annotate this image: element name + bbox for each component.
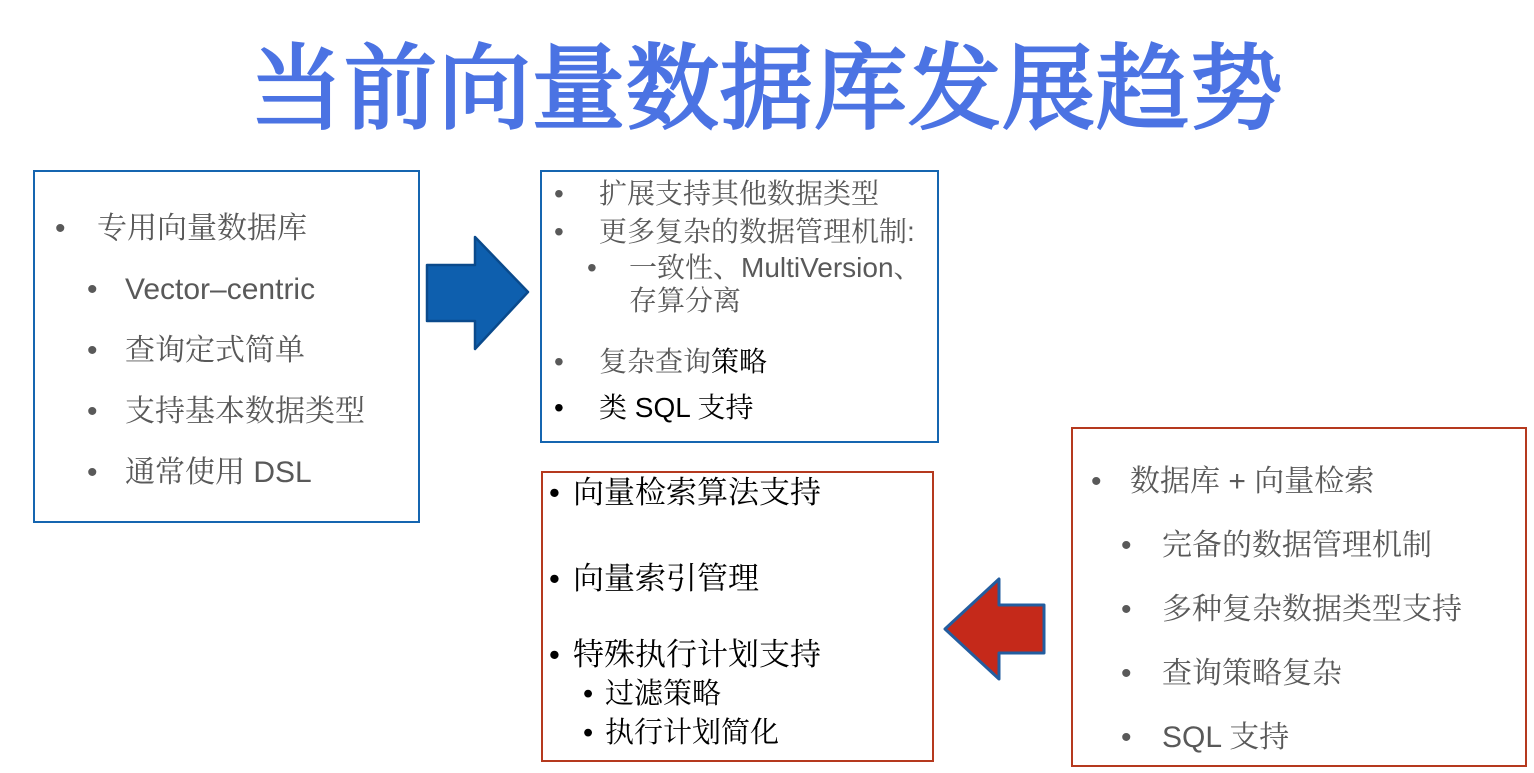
list-item: • 查询定式简单 [35, 334, 418, 368]
list-item: • 专用向量数据库 [35, 212, 418, 246]
box-database-plus-vector [1071, 427, 1527, 767]
trend-top-list [542, 177, 937, 424]
list-item: • 多种复杂数据类型支持 [1073, 593, 1525, 627]
list-item: • 更多复杂的数据管理机制: [542, 215, 937, 248]
list-item: • 向量索引管理 [543, 561, 932, 597]
list-item: • 一致性、MultiVersion、存算分离 [542, 251, 929, 317]
dedicated-list [35, 212, 418, 490]
list-item: • 过滤策略 [543, 677, 932, 712]
blue-right-arrow-shape [427, 237, 528, 349]
database-list [1073, 465, 1525, 755]
blue-right-arrow [424, 233, 532, 353]
list-item: • 查询策略复杂 [1073, 657, 1525, 691]
list-item: • 完备的数据管理机制 [1073, 529, 1525, 563]
red-left-arrow [941, 575, 1047, 685]
list-item: • 向量检索算法支持 [543, 475, 932, 511]
item-text-black: 策略 [711, 346, 768, 377]
list-item: • 扩展支持其他数据类型 [542, 177, 937, 210]
list-item [542, 345, 937, 378]
red-left-arrow-shape [945, 579, 1044, 679]
list-item: • 类 SQL 支持 [542, 391, 937, 424]
box-vector-db-trends [540, 170, 939, 443]
list-item: • 执行计划简化 [543, 716, 932, 751]
list-item: • 数据库 + 向量检索 [1073, 465, 1525, 499]
box-vector-capabilities [541, 471, 934, 762]
list-item: • 支持基本数据类型 [35, 395, 418, 429]
box-dedicated-vector-db [33, 170, 420, 523]
page-title: 当前向量数据库发展趋势 [250, 37, 1284, 141]
list-item: • Vector–centric [35, 273, 418, 307]
list-item: • 特殊执行计划支持 [543, 637, 932, 673]
list-item: • 通常使用 DSL [35, 456, 418, 490]
list-item: • SQL 支持 [1073, 721, 1525, 755]
trend-bottom-list [543, 475, 932, 751]
item-text-gray: 复杂查询 [599, 346, 712, 377]
